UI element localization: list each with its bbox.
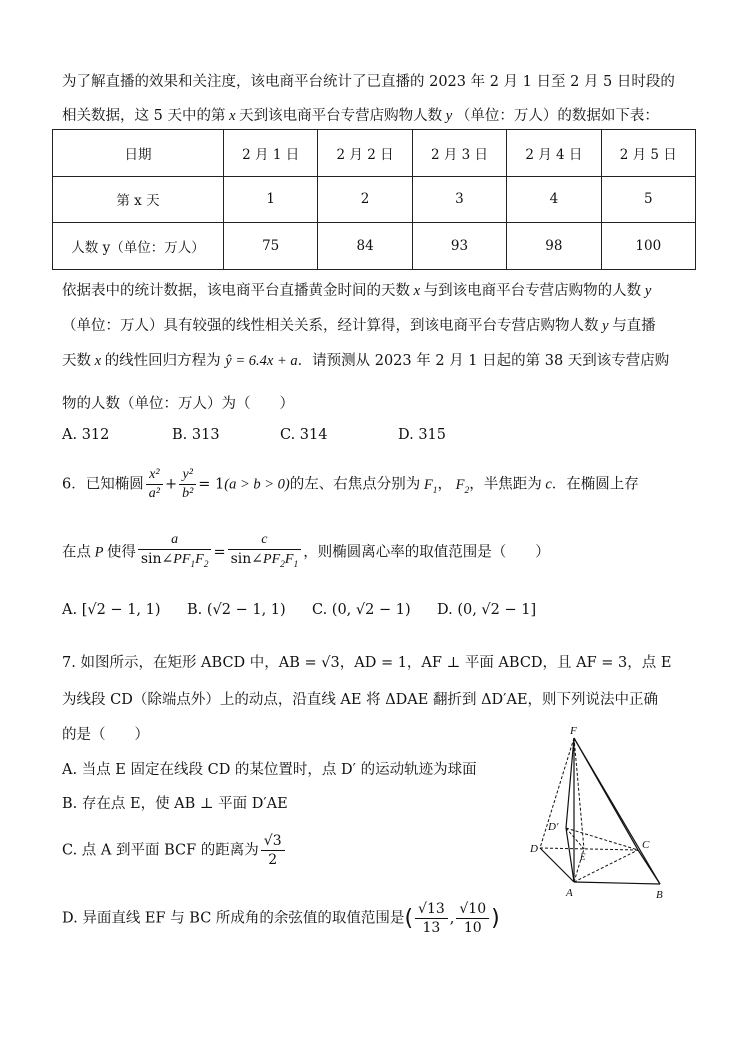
option-d: D. 315: [398, 427, 447, 443]
intro-line-2a: 相关数据，这 5 天中的第: [62, 108, 226, 124]
q7-line-1: 7. 如图所示，在矩形 ABCD 中，AB = √3，AD = 1，AF ⊥ 平面 ABCD，且 AF = 3，点 E: [62, 655, 672, 671]
data-table: [52, 129, 696, 270]
q5-options: [62, 427, 446, 443]
table-cell: 84: [318, 223, 412, 270]
q5-line-4: 物的人数（单位：万人）为（ ）: [62, 396, 294, 412]
q6-number: 6．已知椭圆: [62, 476, 144, 493]
table-header-cell: 2 月 3 日: [412, 130, 506, 177]
ratio-right: $\frac{c}{\sin\angle PF_2F_1}$: [228, 531, 302, 574]
q6-text: ．在椭圆上存: [551, 476, 639, 493]
table-cell: 100: [601, 223, 695, 270]
ellipse-condition: (a > b > 0): [224, 476, 290, 493]
q5-text: 的线性回归方程为: [104, 353, 221, 369]
option-letter: D.: [437, 602, 453, 618]
q5-line-1: 依据表中的统计数据，该电商平台直播黄金时间的天数 x 与到该电商平台专营店购物的人数 y: [62, 283, 652, 299]
q6-text: ，则椭圆离心率的取值范围是（ ）: [303, 544, 550, 561]
regression-equation: ŷ = 6.4x + a: [225, 353, 298, 369]
fraction-numerator: √13: [415, 900, 448, 919]
option-b: B. 313: [172, 427, 220, 443]
edge-fd-prime: [566, 738, 574, 828]
option-a: A. 312: [62, 427, 110, 443]
fraction-denominator: 10: [463, 920, 482, 936]
option-value: (√2 − 1, 1): [206, 602, 286, 618]
table-row: [53, 130, 696, 177]
q5-line-2: （单位：万人）具有较强的线性相关关系，经计算得，到该电商平台专营店购物人数 y 与直播: [62, 318, 656, 334]
table-cell: 4: [507, 176, 601, 223]
table-cell: 98: [507, 223, 601, 270]
option-letter: B.: [187, 602, 203, 618]
q6-text: 在点: [62, 544, 91, 561]
intro-line-2: 相关数据，这 5 天中的第 x 天到该电商平台专营店购物人数 y （单位：万人）的数据如下表：: [62, 108, 659, 124]
option-d: [437, 602, 536, 618]
distance-fraction: [261, 832, 285, 869]
table-header-cell: 2 月 2 日: [318, 130, 412, 177]
q6-line-2: 在点 P 使得 $\frac{a}{\sin\angle PF_1F_2}$ = $\frac{c}{\sin\angle PF_2F_1}$ ，则椭圆离心率的取值范围是（ ）: [62, 531, 550, 574]
label-c: C: [642, 839, 650, 851]
edge-fe: [574, 738, 584, 849]
q5-text: 依据表中的统计数据，该电商平台直播黄金时间的天数: [62, 283, 410, 299]
q6-text: 使得: [106, 544, 136, 561]
edge-fc: [574, 738, 638, 850]
option-letter: C.: [312, 602, 328, 618]
option-c: C. 314: [280, 427, 328, 443]
edge-ab: [574, 882, 660, 884]
option-letter: A.: [62, 602, 78, 618]
ratio-left: $\frac{a}{\sin\angle PF_1F_2}$: [138, 531, 212, 574]
table-cell: 5: [601, 176, 695, 223]
geometry-figure: [526, 724, 676, 902]
label-e: E: [580, 852, 586, 862]
table-header-cell: 2 月 5 日: [601, 130, 695, 177]
q5-text: 与直播: [612, 318, 656, 334]
label-d: D: [530, 843, 538, 855]
q6-options: [62, 602, 536, 618]
intro-line-1: 为了解直播的效果和关注度，该电商平台统计了已直播的 2023 年 2 月 1 日至 2 月 5 日时段的: [62, 74, 675, 90]
table-cell: 75: [224, 223, 318, 270]
q7-option-d: D. 异面直线 EF 与 BC 所成角的余弦值的取值范围是( $\frac{√13}{13}$ , $\frac{√10}{10}$ ): [62, 901, 500, 936]
label-b: B: [656, 889, 663, 901]
q5-line-3: 天数 x 的线性回归方程为 ŷ = 6.4x + a．请预测从 2023 年 2 月 1 日起的第 38 天到该专营店购: [62, 353, 670, 369]
q7-option-d-text: D. 异面直线 EF 与 BC 所成角的余弦值的取值范围是: [62, 910, 405, 927]
table-header-cell: 2 月 4 日: [507, 130, 601, 177]
q7-option-c: [62, 832, 287, 869]
intro-line-2b: 天到该电商平台专营店购物人数: [239, 108, 443, 124]
q7-line-3: 的是（ ）: [62, 727, 149, 743]
fraction-denominator: 13: [422, 920, 441, 936]
q7-line-2: 为线段 CD（除端点外）上的动点，沿直线 AE 将 ΔDAE 翻折到 ΔD′AE，则下列说法中正确: [62, 692, 659, 708]
q5-text: （单位：万人）具有较强的线性相关关系，经计算得，到该电商平台专营店购物人数: [62, 318, 599, 334]
range-upper: [456, 900, 489, 937]
q7-option-a: A. 当点 E 固定在线段 CD 的某位置时，点 D′ 的运动轨迹为球面: [62, 762, 477, 778]
label-a: A: [566, 887, 573, 899]
edge-bc: [638, 850, 660, 884]
table-cell: 1: [224, 176, 318, 223]
edge-dc: [540, 848, 638, 850]
q6-text: 的左、右焦点分别为: [289, 476, 421, 493]
table-header-cell: 2 月 1 日: [224, 130, 318, 177]
option-c: [312, 602, 437, 618]
range-lower: [415, 900, 448, 937]
label-d-prime: D′: [548, 821, 559, 833]
fraction-numerator: √10: [456, 900, 489, 919]
fraction-denominator: 2: [268, 852, 278, 868]
fraction-numerator: √3: [261, 832, 285, 851]
q5-text: 天数: [62, 353, 91, 369]
option-b: [187, 602, 312, 618]
table-row-label: 第 x 天: [53, 176, 224, 223]
ellipse-term-y: $\frac{\text{y²}}{\text{b²}}$: [179, 466, 196, 503]
option-value: [√2 − 1, 1): [81, 602, 161, 618]
intro-line-2c: （单位：万人）的数据如下表：: [455, 108, 659, 124]
q7-option-b: B. 存在点 E，使 AB ⊥ 平面 D′AE: [62, 796, 288, 812]
option-a: [62, 602, 187, 618]
table-row: [53, 176, 696, 223]
table-header-cell: 日期: [53, 130, 224, 177]
q5-text: 与到该电商平台专营店购物的人数: [423, 283, 642, 299]
option-value: (0, √2 − 1]: [457, 602, 537, 618]
table-row-label: 人数 y（单位：万人）: [53, 223, 224, 270]
option-value: (0, √2 − 1): [331, 602, 411, 618]
ellipse-term-x: $\frac{\text{x²}}{\text{a²}}$: [146, 466, 163, 503]
q6-line-1: 6．已知椭圆 $\frac{\text{x²}}{\text{a²}}$ + $\frac{\text{y²}}{\text{b²}}$ = 1(a > b > 0)的左、右焦点分别为 $F_1$， $F_2$，半焦距为 c．在椭圆上存: [62, 467, 639, 501]
table-row: [53, 223, 696, 270]
table-cell: 2: [318, 176, 412, 223]
label-f: F: [570, 725, 577, 737]
table-cell: 3: [412, 176, 506, 223]
q7-option-c-text: C. 点 A 到平面 BCF 的距离为: [62, 842, 259, 859]
edge-da: [540, 848, 574, 882]
q6-text: ，半焦距为: [469, 476, 542, 493]
table-cell: 93: [412, 223, 506, 270]
q5-text: ．请预测从 2023 年 2 月 1 日起的第 38 天到该专营店购: [297, 353, 670, 369]
